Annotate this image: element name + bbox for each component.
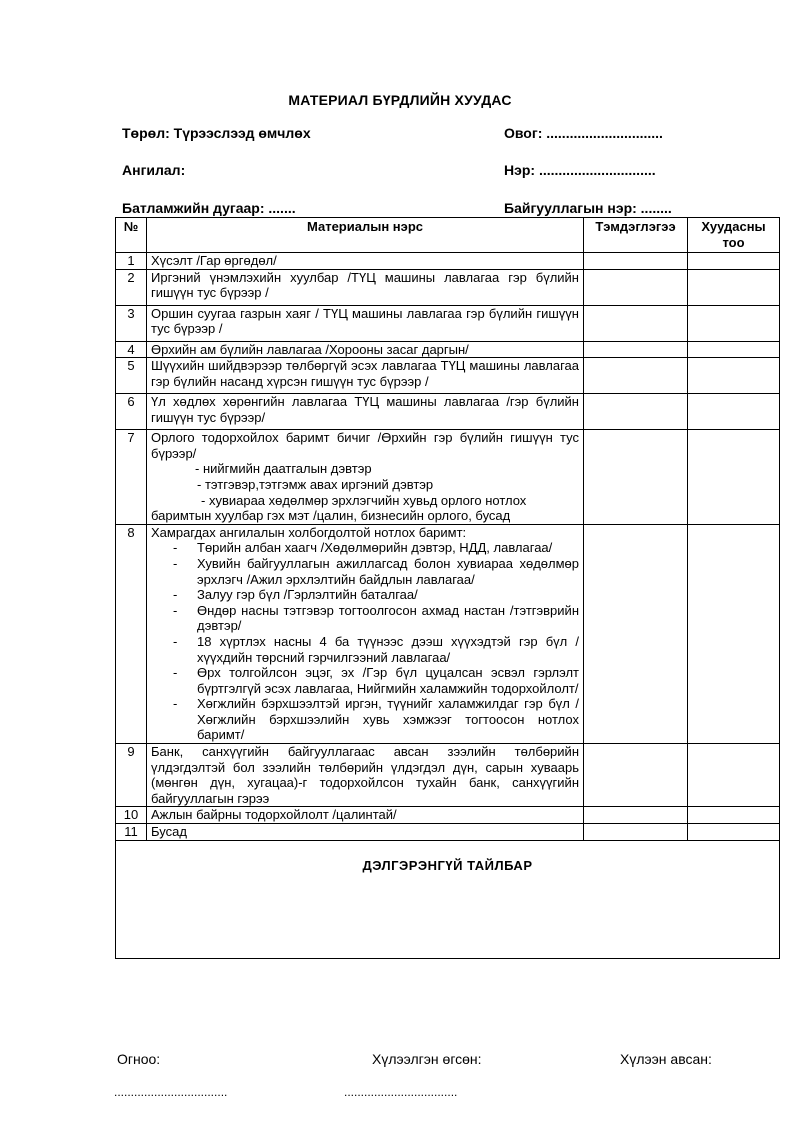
row-note-cell[interactable] (584, 430, 688, 525)
row-page-count-cell[interactable] (688, 341, 780, 358)
surname-field: Овог: .............................. (504, 125, 663, 141)
row-number: 8 (116, 524, 147, 743)
col-header-number: № (116, 218, 147, 253)
table-row (116, 394, 780, 430)
row-number: 10 (116, 807, 147, 824)
row-page-count-cell[interactable] (688, 253, 780, 270)
list-item: - Залуу гэр бүл /Гэрлэлтийн баталгаа/ (151, 587, 579, 603)
name-field: Нэр: .............................. (504, 162, 656, 178)
table-row (116, 807, 780, 824)
row-page-count-cell[interactable] (688, 269, 780, 305)
date-signature-line: .................................. (114, 1085, 228, 1099)
row-material: Хүсэлт /Гар өргөдөл/ (147, 253, 584, 270)
row-material (147, 524, 584, 743)
row-page-count-cell[interactable] (688, 744, 780, 807)
row-note-cell[interactable] (584, 394, 688, 430)
row-page-count-cell[interactable] (688, 430, 780, 525)
row-material-text: Хамрагдах ангилалын холбогдолтой нотлох баримт: (151, 524, 467, 540)
received-by-label: Хүлээн авсан: (620, 1051, 712, 1067)
row-note-cell[interactable] (584, 305, 688, 341)
list-item: - Хөгжлийн бэрхшээлтэй иргэн, түүнийг халамжилдаг гэр бүл /Хөгжлийн бэрхшээлийн хувь хэмжээг тогтоосон нотлох баримт/ (151, 696, 579, 743)
row-note-cell[interactable] (584, 744, 688, 807)
row-note-cell[interactable] (584, 341, 688, 358)
row-note-cell[interactable] (584, 807, 688, 824)
cert-number-field: Батламжийн дугаар: ....... (122, 200, 296, 216)
row-page-count-cell[interactable] (688, 394, 780, 430)
row-material: Иргэний үнэмлэхийн хуулбар /ТҮЦ машины лавлагаа гэр бүлийн гишүүн тус бүрээр / (147, 269, 584, 305)
row-page-count-cell[interactable] (688, 305, 780, 341)
table-row (116, 524, 780, 743)
row-number: 6 (116, 394, 147, 430)
row-note-cell[interactable] (584, 524, 688, 743)
list-item: - 18 хүртлэх насны 4 ба түүнээс дээш хүүхэдтэй гэр бүл /хүүхдийн төрсний гэрчилгээний лавлагаа/ (151, 634, 579, 665)
delivered-by-label: Хүлээлгэн өгсөн: (372, 1051, 482, 1067)
row-material: Оршин суугаа газрын хаяг / ТҮЦ машины лавлагаа гэр бүлийн гишүүн тус бүрээр / (147, 305, 584, 341)
list-item: - Төрийн албан хаагч /Хөдөлмөрийн дэвтэр, НДД, лавлагаа/ (151, 540, 579, 556)
row-material-tail: баримтын хуулбар гэх мэт /цалин, бизнесийн орлого, бусад (151, 508, 511, 524)
page-title: МАТЕРИАЛ БҮРДЛИЙН ХУУДАС (288, 92, 512, 108)
row-number: 1 (116, 253, 147, 270)
list-item: - Өрх толгойлсон эцэг, эх /Гэр бүл цуцалсан эсвэл гэрлэлт бүртгэлгүй эсэх лавлагаа, Нийгмийн халамжийн тодорхойлолт/ (151, 665, 579, 696)
evidence-list (151, 540, 579, 743)
notes-row (116, 840, 780, 958)
row-page-count-cell[interactable] (688, 824, 780, 841)
row-page-count-cell[interactable] (688, 358, 780, 394)
col-header-page-count: Хуудасны тоо (688, 218, 780, 253)
notes-title: ДЭЛГЭРЭНГҮЙ ТАЙЛБАР (362, 857, 533, 873)
table-row (116, 269, 780, 305)
date-label: Огноо: (117, 1051, 161, 1067)
row-number: 11 (116, 824, 147, 841)
row-note-cell[interactable] (584, 269, 688, 305)
list-item: - Хувийн байгууллагын ажиллагсад болон хувиараа хөдөлмөр эрхлэгч /Ажил эрхлэлтийн байдлын лавлагаа/ (151, 556, 579, 587)
row-material: Банк, санхүүгийн байгууллагаас авсан зээлийн төлбөрийн үлдэгдэлтэй бол зээлийн төлбөрийн үлдэгдэл дүн, сарын хуваарь (мөнгөн дүн, хугацаа)-г тодорхойлсон тухайн банк, санхүүгийн байгууллагын гэрээ (147, 744, 584, 807)
table-row (116, 253, 780, 270)
row-number: 4 (116, 341, 147, 358)
row-number: 5 (116, 358, 147, 394)
row-material: Шүүхийн шийдвэрээр төлбөргүй эсэх лавлагаа ТҮЦ машины лавлагаа гэр бүлийн насанд хүрсэн гишүүн тус бүрээр / (147, 358, 584, 394)
row-material: Ажлын байрны тодорхойлолт /цалинтай/ (147, 807, 584, 824)
row-material: Үл хөдлөх хөрөнгийн лавлагаа ТҮЦ машины лавлагаа /гэр бүлийн гишүүн тус бүрээр/ (147, 394, 584, 430)
row-number: 9 (116, 744, 147, 807)
list-item: - Өндөр насны тэтгэвэр тогтоолгосон ахмад настан /тэтгэврийн дэвтэр/ (151, 603, 579, 634)
materials-table (115, 217, 780, 959)
org-name-field: Байгууллагын нэр: ........ (504, 200, 672, 216)
table-row (116, 824, 780, 841)
type-label: Төрөл: Түрээслээд өмчлөх (122, 125, 311, 141)
sub-item: - хувиараа хөдөлмөр эрхлэгчийн хувьд орлого нотлох (201, 492, 527, 508)
row-page-count-cell[interactable] (688, 807, 780, 824)
notes-cell[interactable] (116, 840, 780, 958)
delivered-signature-line: .................................. (344, 1085, 458, 1099)
table-header-row (116, 218, 780, 253)
row-note-cell[interactable] (584, 253, 688, 270)
table-row (116, 358, 780, 394)
row-material-text: Орлого тодорхойлох баримт бичиг /Өрхийн гэр бүлийн гишүүн тус бүрээр/ (151, 430, 579, 461)
row-number: 7 (116, 430, 147, 525)
table-row (116, 305, 780, 341)
row-note-cell[interactable] (584, 824, 688, 841)
sub-item: - нийгмийн даатгалын дэвтэр (195, 461, 372, 477)
row-material (147, 430, 584, 525)
row-number: 2 (116, 269, 147, 305)
table-row (116, 341, 780, 358)
row-material: Бусад (147, 824, 584, 841)
category-label: Ангилал: (122, 162, 186, 178)
row-note-cell[interactable] (584, 358, 688, 394)
table-row (116, 744, 780, 807)
sub-item: - тэтгэвэр,тэтгэмж авах иргэний дэвтэр (197, 476, 434, 492)
row-number: 3 (116, 305, 147, 341)
col-header-note: Тэмдэглэгээ (584, 218, 688, 253)
row-material: Өрхийн ам бүлийн лавлагаа /Хорооны засаг даргын/ (147, 341, 584, 358)
table-row (116, 430, 780, 525)
col-header-material: Материалын нэрс (147, 218, 584, 253)
row-page-count-cell[interactable] (688, 524, 780, 743)
